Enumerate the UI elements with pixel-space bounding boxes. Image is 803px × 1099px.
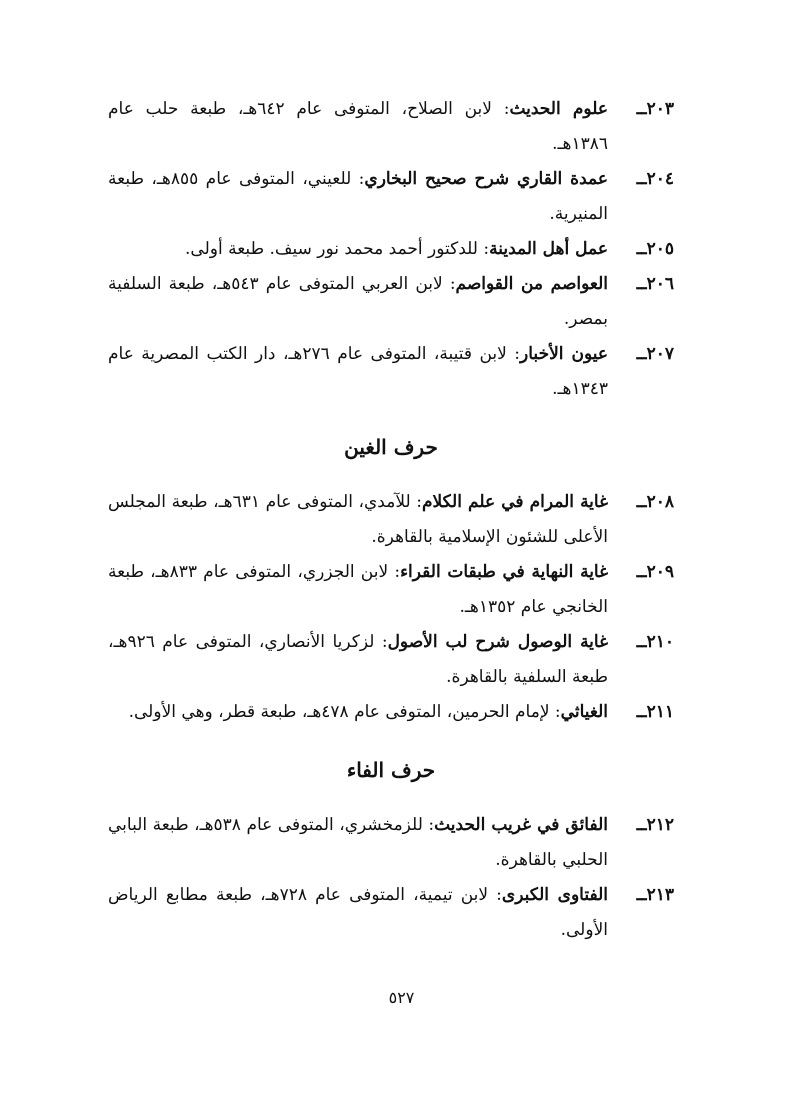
entry-text: : لإمام الحرمين، المتوفى عام ٤٧٨هـ، طبعة قطر، وهي الأولى. [128,702,561,722]
entry-number: ٢٠٥ــ [636,239,674,259]
entry-text: : للدكتور أحمد محمد نور سيف. طبعة أولى. [185,239,490,259]
entry-text: : لابن قتيبة، المتوفى عام ٢٧٦هـ، دار الكتب المصرية عام ١٣٤٣هـ. [108,344,608,399]
section-heading-ghain: حرف الغين [344,435,438,459]
entry-title: الفتاوى الكبرى [501,885,608,905]
entry-number: ٢٠٦ــ [636,274,674,294]
section-heading-fa: حرف الفاء [346,758,436,782]
entry-number: ٢١١ــ [636,702,674,722]
bibliography-page [108,92,674,948]
entry-203 [108,92,674,162]
entry-212 [108,808,674,878]
entry-text: : لابن العربي المتوفى عام ٥٤٣هـ، طبعة السلفية بمصر. [108,274,608,329]
entry-number: ٢١٢ــ [636,815,674,835]
entry-title: الغياثي [560,702,608,722]
entry-211 [108,695,674,730]
entry-number: ٢٠٨ــ [636,492,674,512]
entry-213 [108,878,674,948]
entry-number: ٢٠٧ــ [636,344,674,364]
entry-number: ٢٠٩ــ [636,562,674,582]
entry-210 [108,625,674,695]
entry-title: عمدة القاري شرح صحيح البخاري [364,169,608,189]
entry-205 [108,232,674,267]
entry-text: : لابن الجزري، المتوفى عام ٨٣٣هـ، طبعة الخانجي عام ١٣٥٢هـ. [108,562,608,617]
entry-title: العواصم من القواصم [455,274,608,294]
entry-text: : لابن تيمية، المتوفى عام ٧٢٨هـ، طبعة مطابع الرياض الأولى. [108,885,608,940]
entry-title: الفائق في غريب الحديث [434,815,608,835]
entry-number: ٢١٠ــ [636,632,674,652]
group-fa [108,808,674,948]
entry-text: : لابن الصلاح، المتوفى عام ٦٤٢هـ، طبعة حلب عام ١٣٨٦هـ. [108,99,608,154]
group-ain [108,92,674,407]
entry-209 [108,555,674,625]
entry-number: ٢١٣ــ [636,885,674,905]
entry-text: : للآمدي، المتوفى عام ٦٣١هـ، طبعة المجلس الأعلى للشئون الإسلامية بالقاهرة. [108,492,608,547]
entry-title: غاية الوصول شرح لب الأصول [387,632,608,652]
entry-title: عمل أهل المدينة [489,239,608,259]
entry-text: : لزكريا الأنصاري، المتوفى عام ٩٢٦هـ، طبعة السلفية بالقاهرة. [108,632,608,687]
page-number: ٥٢٧ [388,988,415,1007]
entry-204 [108,162,674,232]
entry-text: : للزمخشري، المتوفى عام ٥٣٨هـ، طبعة البابي الحلبي بالقاهرة. [108,815,608,870]
entry-206 [108,267,674,337]
entry-208 [108,485,674,555]
entry-title: علوم الحديث [509,99,608,119]
entry-title: غاية المرام في علم الكلام [421,492,608,512]
entry-title: غاية النهاية في طبقات القراء [400,562,608,582]
entry-number: ٢٠٤ــ [636,169,674,189]
entry-title: عيون الأخبار [520,344,608,364]
entry-text: : للعيني، المتوفى عام ٨٥٥هـ، طبعة المنيرية. [108,169,608,224]
entry-number: ٢٠٣ــ [636,99,674,119]
entry-207 [108,337,674,407]
group-ghain [108,485,674,730]
